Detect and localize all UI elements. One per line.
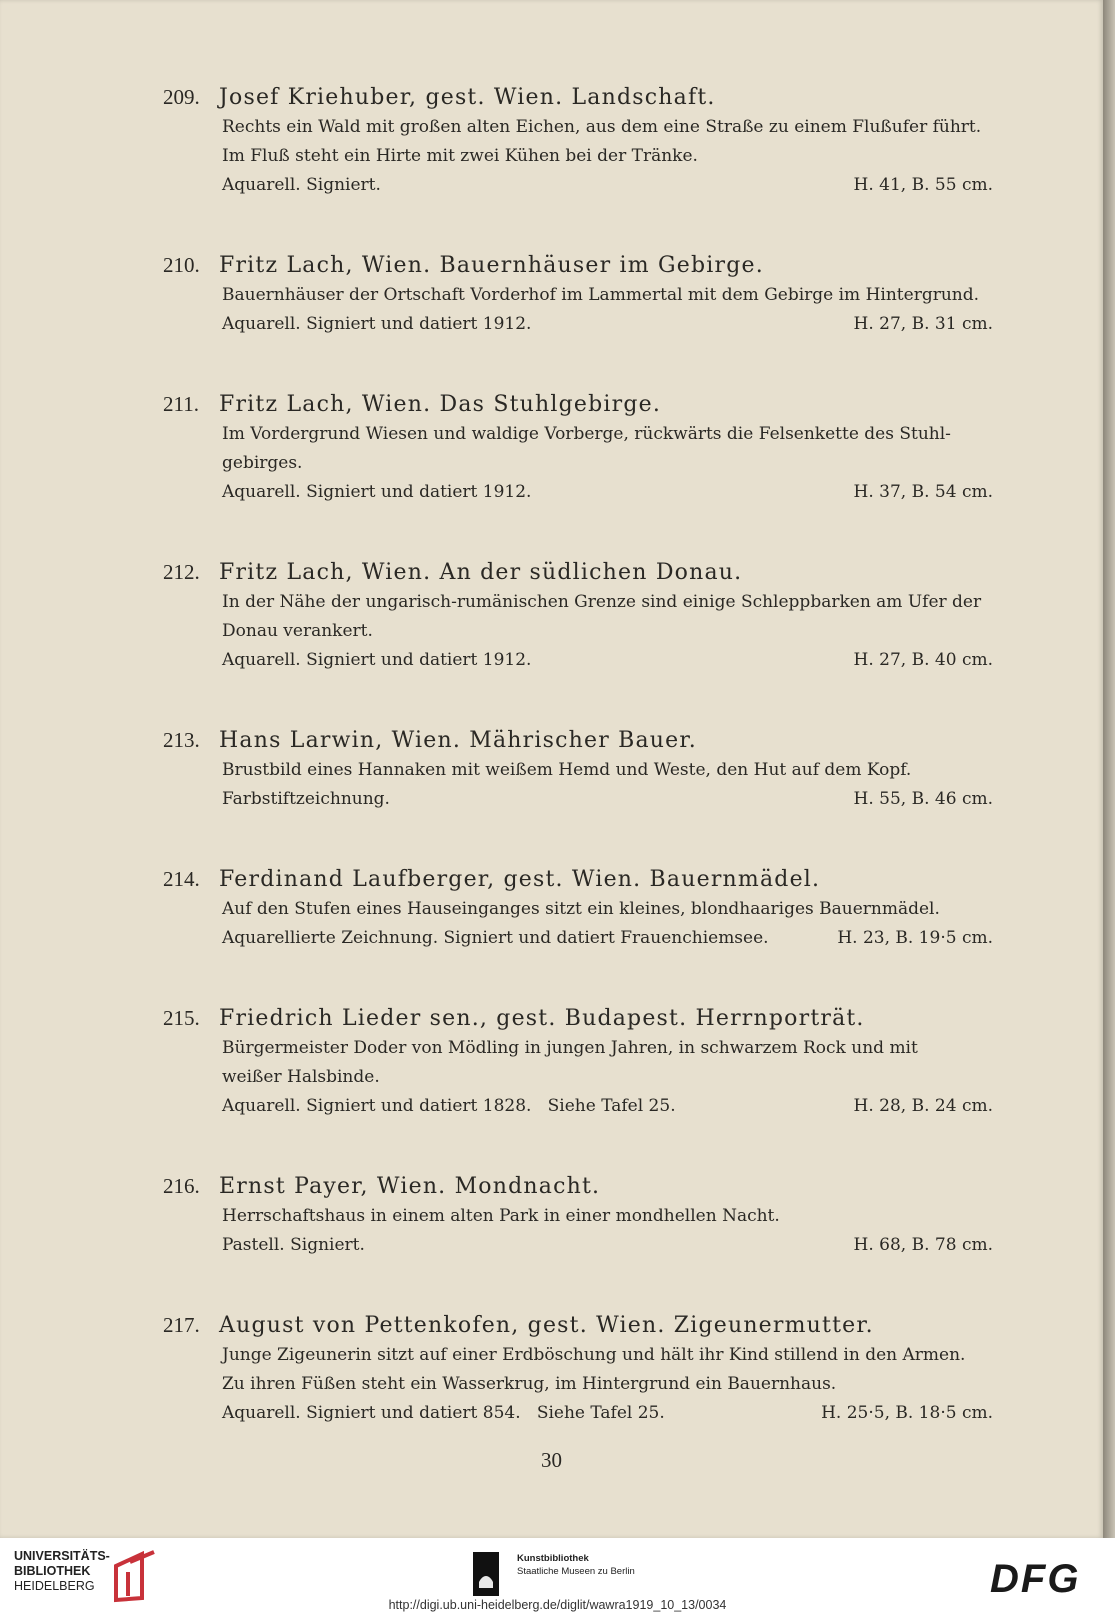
catalog-entry [163, 250, 993, 339]
entry-description [222, 1202, 993, 1260]
description-line: gebirges. [222, 453, 303, 473]
catalog-entry [163, 389, 993, 507]
entry-heading [163, 1310, 993, 1341]
entry-title: Josef Kriehuber, gest. Wien. Landschaft. [219, 85, 716, 110]
entry-number: 209. [163, 85, 200, 109]
entry-number: 210. [163, 253, 200, 277]
entry-title: Fritz Lach, Wien. Bauernhäuser im Gebirge. [219, 253, 764, 278]
entry-description [222, 281, 993, 339]
entry-number: 211. [163, 392, 199, 416]
dfg-logo[interactable]: DFG [990, 1557, 1081, 1601]
kunstbibliothek-subtitle: Staatliche Museen zu Berlin [517, 1566, 635, 1577]
entry-number: 216. [163, 1174, 200, 1198]
dimensions-text: H. 27, B. 40 cm. [853, 650, 993, 670]
description-line: Junge Zigeunerin sitzt auf einer Erdböschung und hält ihr Kind stillend in den Armen. [222, 1345, 966, 1365]
dimensions-text: H. 23, B. 19·5 cm. [837, 928, 993, 948]
technique-text: Aquarell. Signiert und datiert 1828. Siehe Tafel 25. [222, 1096, 676, 1116]
entry-number: 214. [163, 867, 200, 891]
entry-title: August von Pettenkofen, gest. Wien. Zigeunermutter. [219, 1313, 874, 1338]
technique-dimensions-row [222, 171, 993, 200]
description-line: In der Nähe der ungarisch-rumänischen Grenze sind einige Schleppbarken am Ufer der [222, 592, 982, 612]
technique-text: Aquarell. Signiert und datiert 1912. [222, 314, 532, 334]
description-line: weißer Halsbinde. [222, 1067, 380, 1087]
entry-description [222, 756, 993, 814]
dimensions-text: H. 41, B. 55 cm. [853, 175, 993, 195]
entry-heading [163, 725, 993, 756]
catalog-entry [163, 557, 993, 675]
catalog-entries [163, 82, 993, 1478]
university-library-logo-text[interactable] [14, 1549, 110, 1594]
dimensions-text: H. 68, B. 78 cm. [853, 1235, 993, 1255]
page-edge [1103, 0, 1115, 1538]
description-line: Bauernhäuser der Ortschaft Vorderhof im Lammertal mit dem Gebirge im Hintergrund. [222, 285, 980, 305]
technique-dimensions-row [222, 1092, 993, 1121]
entry-description [222, 1341, 993, 1428]
technique-text: Aquarell. Signiert und datiert 1912. [222, 482, 532, 502]
entry-heading [163, 389, 993, 420]
entry-heading [163, 1003, 993, 1034]
catalog-entry [163, 1310, 993, 1428]
dimensions-text: H. 27, B. 31 cm. [853, 314, 993, 334]
description-line: Rechts ein Wald mit großen alten Eichen, aus dem eine Straße zu einem Flußufer führt. [222, 117, 982, 137]
entry-heading [163, 557, 993, 588]
entry-number: 217. [163, 1313, 200, 1337]
library-name-line-3: HEIDELBERG [14, 1579, 95, 1593]
entry-heading [163, 82, 993, 113]
entry-heading [163, 864, 993, 895]
source-url[interactable]: http://digi.ub.uni-heidelberg.de/diglit/wawra1919_10_13/0034 [388, 1598, 727, 1612]
description-line: Auf den Stufen eines Hauseinganges sitzt ein kleines, blondhaariges Bauernmädel. [222, 899, 940, 919]
entry-description [222, 588, 993, 675]
technique-text: Aquarell. Signiert und datiert 854. Siehe Tafel 25. [222, 1403, 665, 1423]
technique-text: Farbstiftzeichnung. [222, 789, 390, 809]
kunstbibliothek-logo-icon[interactable] [473, 1552, 499, 1596]
library-name-line-2: BIBLIOTHEK [14, 1564, 91, 1578]
entry-description [222, 113, 993, 200]
entry-title: Ernst Payer, Wien. Mondnacht. [219, 1174, 601, 1199]
dimensions-text: H. 25·5, B. 18·5 cm. [821, 1403, 993, 1423]
technique-text: Aquarell. Signiert und datiert 1912. [222, 650, 532, 670]
kunstbibliothek-text[interactable] [517, 1552, 635, 1578]
entry-title: Hans Larwin, Wien. Mährischer Bauer. [219, 728, 697, 753]
entry-heading [163, 250, 993, 281]
technique-text: Pastell. Signiert. [222, 1235, 365, 1255]
catalog-entry [163, 82, 993, 200]
footer-bar [0, 1538, 1115, 1619]
entry-title: Fritz Lach, Wien. Das Stuhlgebirge. [219, 392, 662, 417]
catalog-entry [163, 725, 993, 814]
description-line: Brustbild eines Hannaken mit weißem Hemd und Weste, den Hut auf dem Kopf. [222, 760, 912, 780]
entry-heading [163, 1171, 993, 1202]
technique-dimensions-row [222, 1231, 993, 1260]
technique-dimensions-row [222, 646, 993, 675]
technique-text: Aquarellierte Zeichnung. Signiert und datiert Frauenchiemsee. [222, 928, 769, 948]
kunstbibliothek-name: Kunstbibliothek [517, 1553, 589, 1564]
entry-title: Friedrich Lieder sen., gest. Budapest. Herrnporträt. [219, 1006, 865, 1031]
entry-title: Fritz Lach, Wien. An der südlichen Donau. [219, 560, 743, 585]
dimensions-text: H. 37, B. 54 cm. [853, 482, 993, 502]
entry-description [222, 895, 993, 953]
entry-number: 213. [163, 728, 200, 752]
entry-title: Ferdinand Laufberger, gest. Wien. Bauernmädel. [219, 867, 821, 892]
catalog-entry [163, 864, 993, 953]
entry-number: 215. [163, 1006, 200, 1030]
technique-dimensions-row [222, 785, 993, 814]
catalog-entry [163, 1171, 993, 1260]
technique-dimensions-row [222, 478, 993, 507]
library-name-line-1: UNIVERSITÄTS- [14, 1549, 110, 1563]
technique-dimensions-row [222, 1399, 993, 1428]
description-line: Im Vordergrund Wiesen und waldige Vorberge, rückwärts die Felsenkette des Stuhl- [222, 424, 951, 444]
technique-dimensions-row [222, 924, 993, 953]
catalog-entry [163, 1003, 993, 1121]
university-library-emblem-icon[interactable] [110, 1548, 160, 1604]
description-line: Im Fluß steht ein Hirte mit zwei Kühen bei der Tränke. [222, 146, 698, 166]
entry-description [222, 420, 993, 507]
dimensions-text: H. 28, B. 24 cm. [853, 1096, 993, 1116]
description-line: Zu ihren Füßen steht ein Wasserkrug, im Hintergrund ein Bauernhaus. [222, 1374, 837, 1394]
technique-text: Aquarell. Signiert. [222, 175, 381, 195]
entry-description [222, 1034, 993, 1121]
technique-dimensions-row [222, 310, 993, 339]
entry-number: 212. [163, 560, 200, 584]
description-line: Herrschaftshaus in einem alten Park in einer mondhellen Nacht. [222, 1206, 780, 1226]
dimensions-text: H. 55, B. 46 cm. [853, 789, 993, 809]
description-line: Donau verankert. [222, 621, 373, 641]
description-line: Bürgermeister Doder von Mödling in jungen Jahren, in schwarzem Rock und mit [222, 1038, 918, 1058]
page-number: 30 [541, 1448, 562, 1472]
